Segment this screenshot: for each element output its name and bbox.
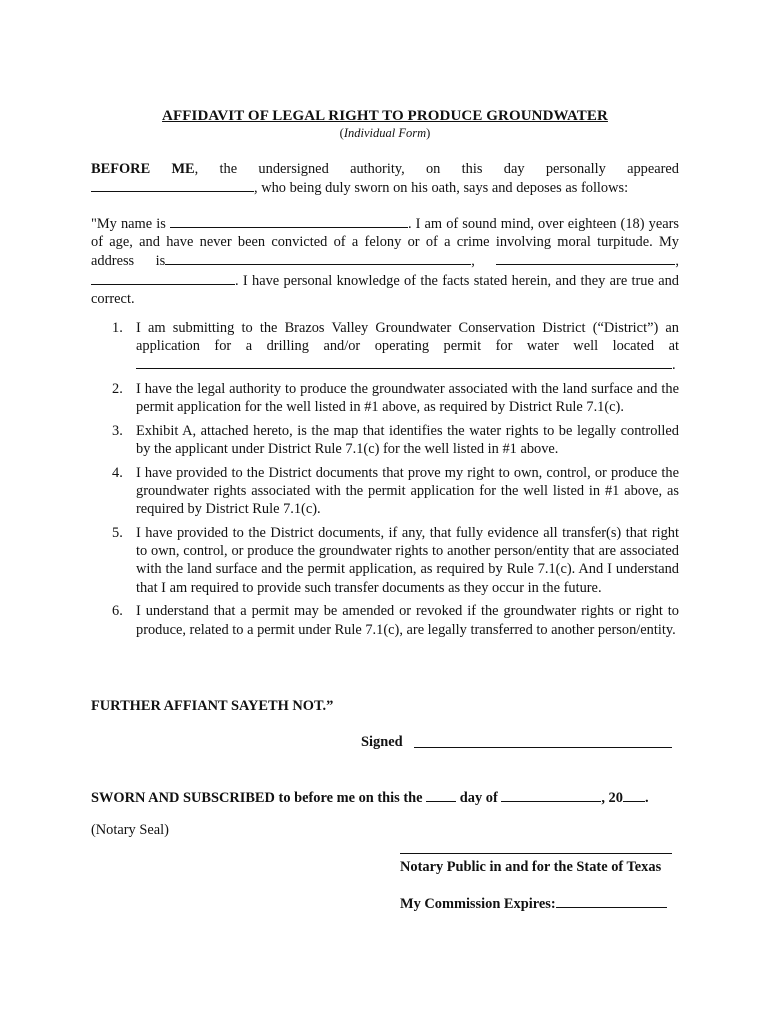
signed-label: Signed: [361, 734, 403, 750]
commission-expires: My Commission Expires:: [400, 894, 667, 913]
list-item: 4. I have provided to the District documents that prove my right to own, control, or produce the groundwater rights associated with the permit application for the well listed in #1 above, as required by District Rule 7.1(c).: [112, 464, 679, 518]
intro-text-2: , who being duly sworn on his oath, says and deposes as follows:: [254, 180, 629, 196]
commission-date-blank: [556, 894, 667, 908]
month-blank: [501, 788, 601, 802]
name-blank: [170, 214, 408, 228]
list-item: 1. I am submitting to the Brazos Valley Groundwater Conservation District (“District”) an application for a drilling and/or operating permit for water well located at .: [112, 320, 679, 374]
day-blank: [426, 788, 456, 802]
list-item: 5. I have provided to the District documents, if any, that fully evidence all transfer(s) that right to own, control, or produce the groundwater rights to another person/entity that are associated with the land surface and the permit application, as required by Rule 7.1(c). And I understand that I am required to provide such transfer documents as they occur in the future.: [112, 525, 679, 596]
list-item: 2. I have the legal authority to produce the groundwater associated with the land surface and the permit application for the well listed in #1 above, as required by District Rule 7.1(c).: [112, 381, 679, 416]
intro-line-2: [91, 178, 679, 197]
document-subtitle: (Individual Form): [339, 126, 431, 140]
address-blank-2: [496, 251, 675, 265]
statement-paragraph: "My name is . I am of sound mind, over eighteen (18) years of age, and have never been convicted of a felony or of a crime involving moral turpitude. My address is , , . I have personal knowledge of the facts stated herein, and they are true and correct.: [91, 216, 679, 307]
notary-seal: (Notary Seal): [91, 822, 169, 838]
well-location-blank: [136, 355, 672, 369]
list-item: 6. I understand that a permit may be amended or revoked if the groundwater rights or right to produce, related to a permit under Rule 7.1(c), are legally transferred to another person/entity.: [112, 603, 679, 638]
address-blank-3: [91, 271, 235, 285]
sworn-statement: SWORN AND SUBSCRIBED to before me on this the day of , 20 .: [91, 790, 649, 806]
list-item: 3. Exhibit A, attached hereto, is the map that identifies the water rights to be legally controlled by the applicant under District Rule 7.1(c) for the well listed in #1 above.: [112, 423, 679, 458]
signature-line: [414, 747, 672, 748]
notary-label: Notary Public in and for the State of Texas: [400, 859, 662, 875]
intro-line-1: [91, 160, 679, 178]
document-title: AFFIDAVIT OF LEGAL RIGHT TO PRODUCE GROUNDWATER: [162, 108, 608, 124]
year-blank: [623, 788, 645, 802]
intro-lead: BEFORE ME: [91, 161, 195, 177]
address-blank-1: [165, 251, 471, 265]
notary-signature-line: [400, 853, 672, 854]
further-affiant: FURTHER AFFIANT SAYETH NOT.”: [91, 698, 334, 714]
intro-text-1: , the undersigned authority, on this day personally appeared: [194, 161, 680, 177]
numbered-statements: [91, 319, 679, 644]
appeared-name-blank: [91, 178, 254, 192]
